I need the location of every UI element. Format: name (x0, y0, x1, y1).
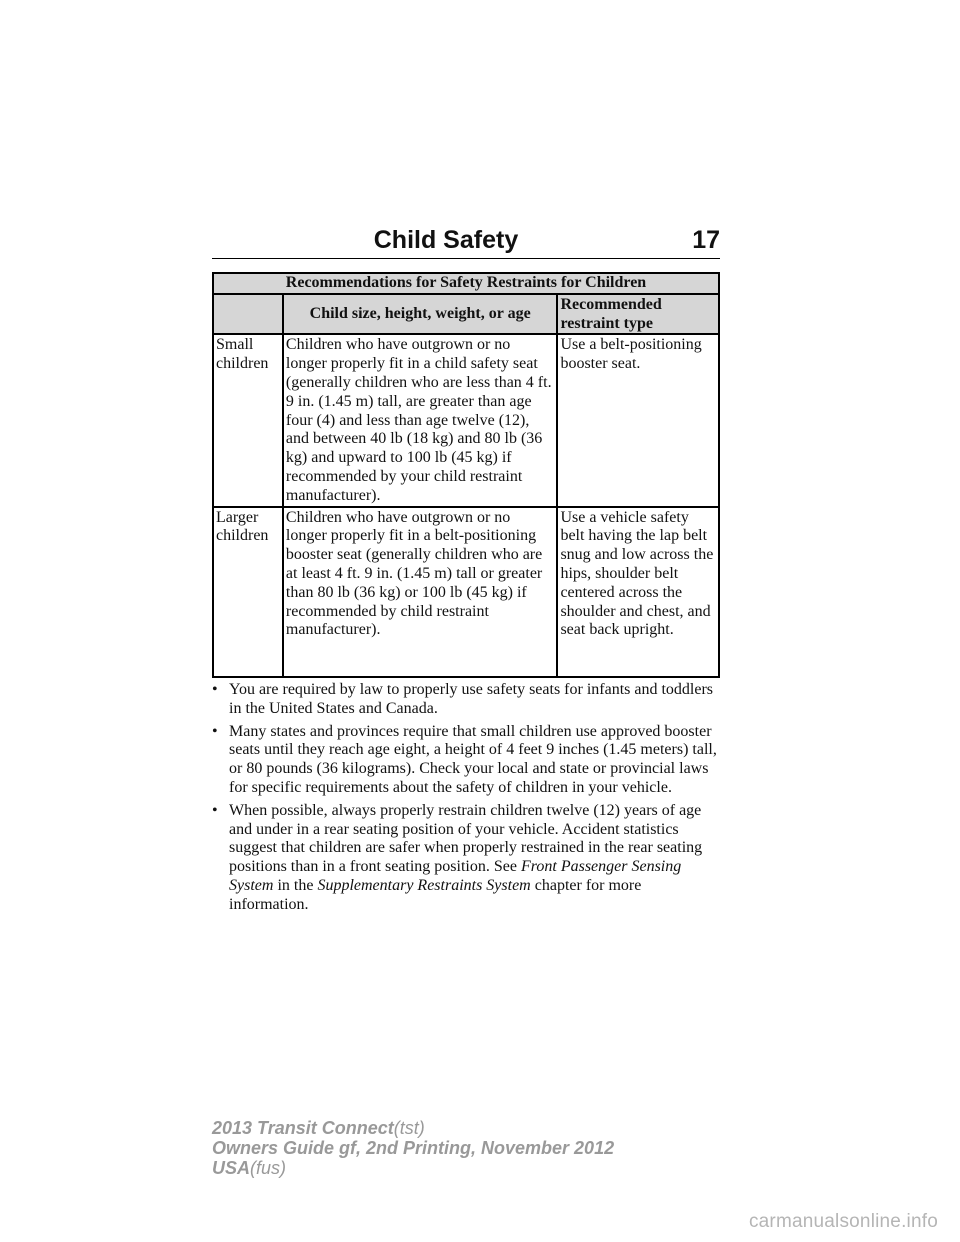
supplementary-restraints-reference: Supplementary Restraints System (317, 876, 531, 894)
footer-line-guide: Owners Guide gf, 2nd Printing, November 2012 (212, 1138, 615, 1158)
footer-line-market (212, 1158, 614, 1178)
footer-market: USA (212, 1158, 251, 1178)
watermark: carmanualsonline.info (748, 1211, 938, 1232)
row-category: Larger children (213, 507, 283, 677)
list-item (212, 681, 724, 719)
table-row (213, 507, 719, 677)
bullet-icon: • (212, 722, 218, 740)
bullet-text: When possible, always properly restrain children twelve (12) years of age and under in a rear seating position of your vehicle. Accident statistics suggest that children are safer when properly restrained in the rear seating positions than in a front seating position. See (229, 801, 703, 876)
footer-market-code: (fus) (250, 1158, 287, 1178)
table-title: Recommendations for Safety Restraints for Children (213, 273, 719, 294)
list-item (212, 802, 724, 915)
row-description: Children who have outgrown or no longer properly fit in a child safety seat (generally children who are less than 4 ft. 9 in. (1.45 m) tall, are greater than age four (4) and less than age twelve (12), and between 40 lb (18 kg) and 80 lb (36 kg) and upward to 100 lb (45 kg) if recommended by your child restraint manufacturer). (283, 334, 558, 506)
restraints-table (212, 272, 720, 678)
bullet-text-end: chapter for more information. (229, 876, 642, 913)
column-header-restraint-type: Recommended restraint type (557, 294, 719, 335)
column-header-child-size: Child size, height, weight, or age (283, 294, 558, 335)
row-category: Small children (213, 334, 283, 506)
bullet-icon: • (212, 801, 218, 819)
bullet-text-connector: in the (273, 876, 318, 894)
bullet-list (212, 681, 724, 919)
page-header (212, 222, 720, 259)
front-passenger-sensing-reference: Front Passenger Sensing System (229, 858, 682, 894)
page-number: 17 (692, 226, 720, 254)
row-description: Children who have outgrown or no longer properly fit in a belt-positioning booster seat (generally children who are at least 4 ft. 9 in. (1.45 m) tall or greater than 80 lb (36 kg) or 100 lb (45 kg) if recommended by child restraint manufacturer). (283, 507, 558, 677)
column-header-category (213, 294, 283, 335)
row-restraint: Use a belt-positioning booster seat. (557, 334, 719, 506)
footer-model: 2013 Transit Connect (212, 1118, 394, 1138)
bullet-icon: • (212, 681, 218, 698)
page-footer (212, 1118, 614, 1178)
footer-model-code: (tst) (393, 1118, 425, 1138)
bullet-text: Many states and provinces require that small children use approved booster seats until they reach age eight, a height of 4 feet 9 inches (1.45 meters) tall, or 80 pounds (36 kilograms). Check your local and state or provincial laws for specific requirements about the safety of children in your vehicle. (229, 722, 717, 796)
chapter-title: Child Safety (373, 226, 519, 254)
row-restraint: Use a vehicle safety belt having the lap belt snug and low across the hips, shoulder belt centered across the shoulder and chest, and seat back upright. (557, 507, 719, 677)
table-title-row (213, 273, 719, 294)
footer-line-model (212, 1118, 614, 1138)
table-row (213, 334, 719, 506)
bullet-text: You are required by law to properly use safety seats for infants and toddlers in the United States and Canada. (229, 681, 714, 717)
table-header-row (213, 294, 719, 335)
list-item (212, 723, 724, 798)
